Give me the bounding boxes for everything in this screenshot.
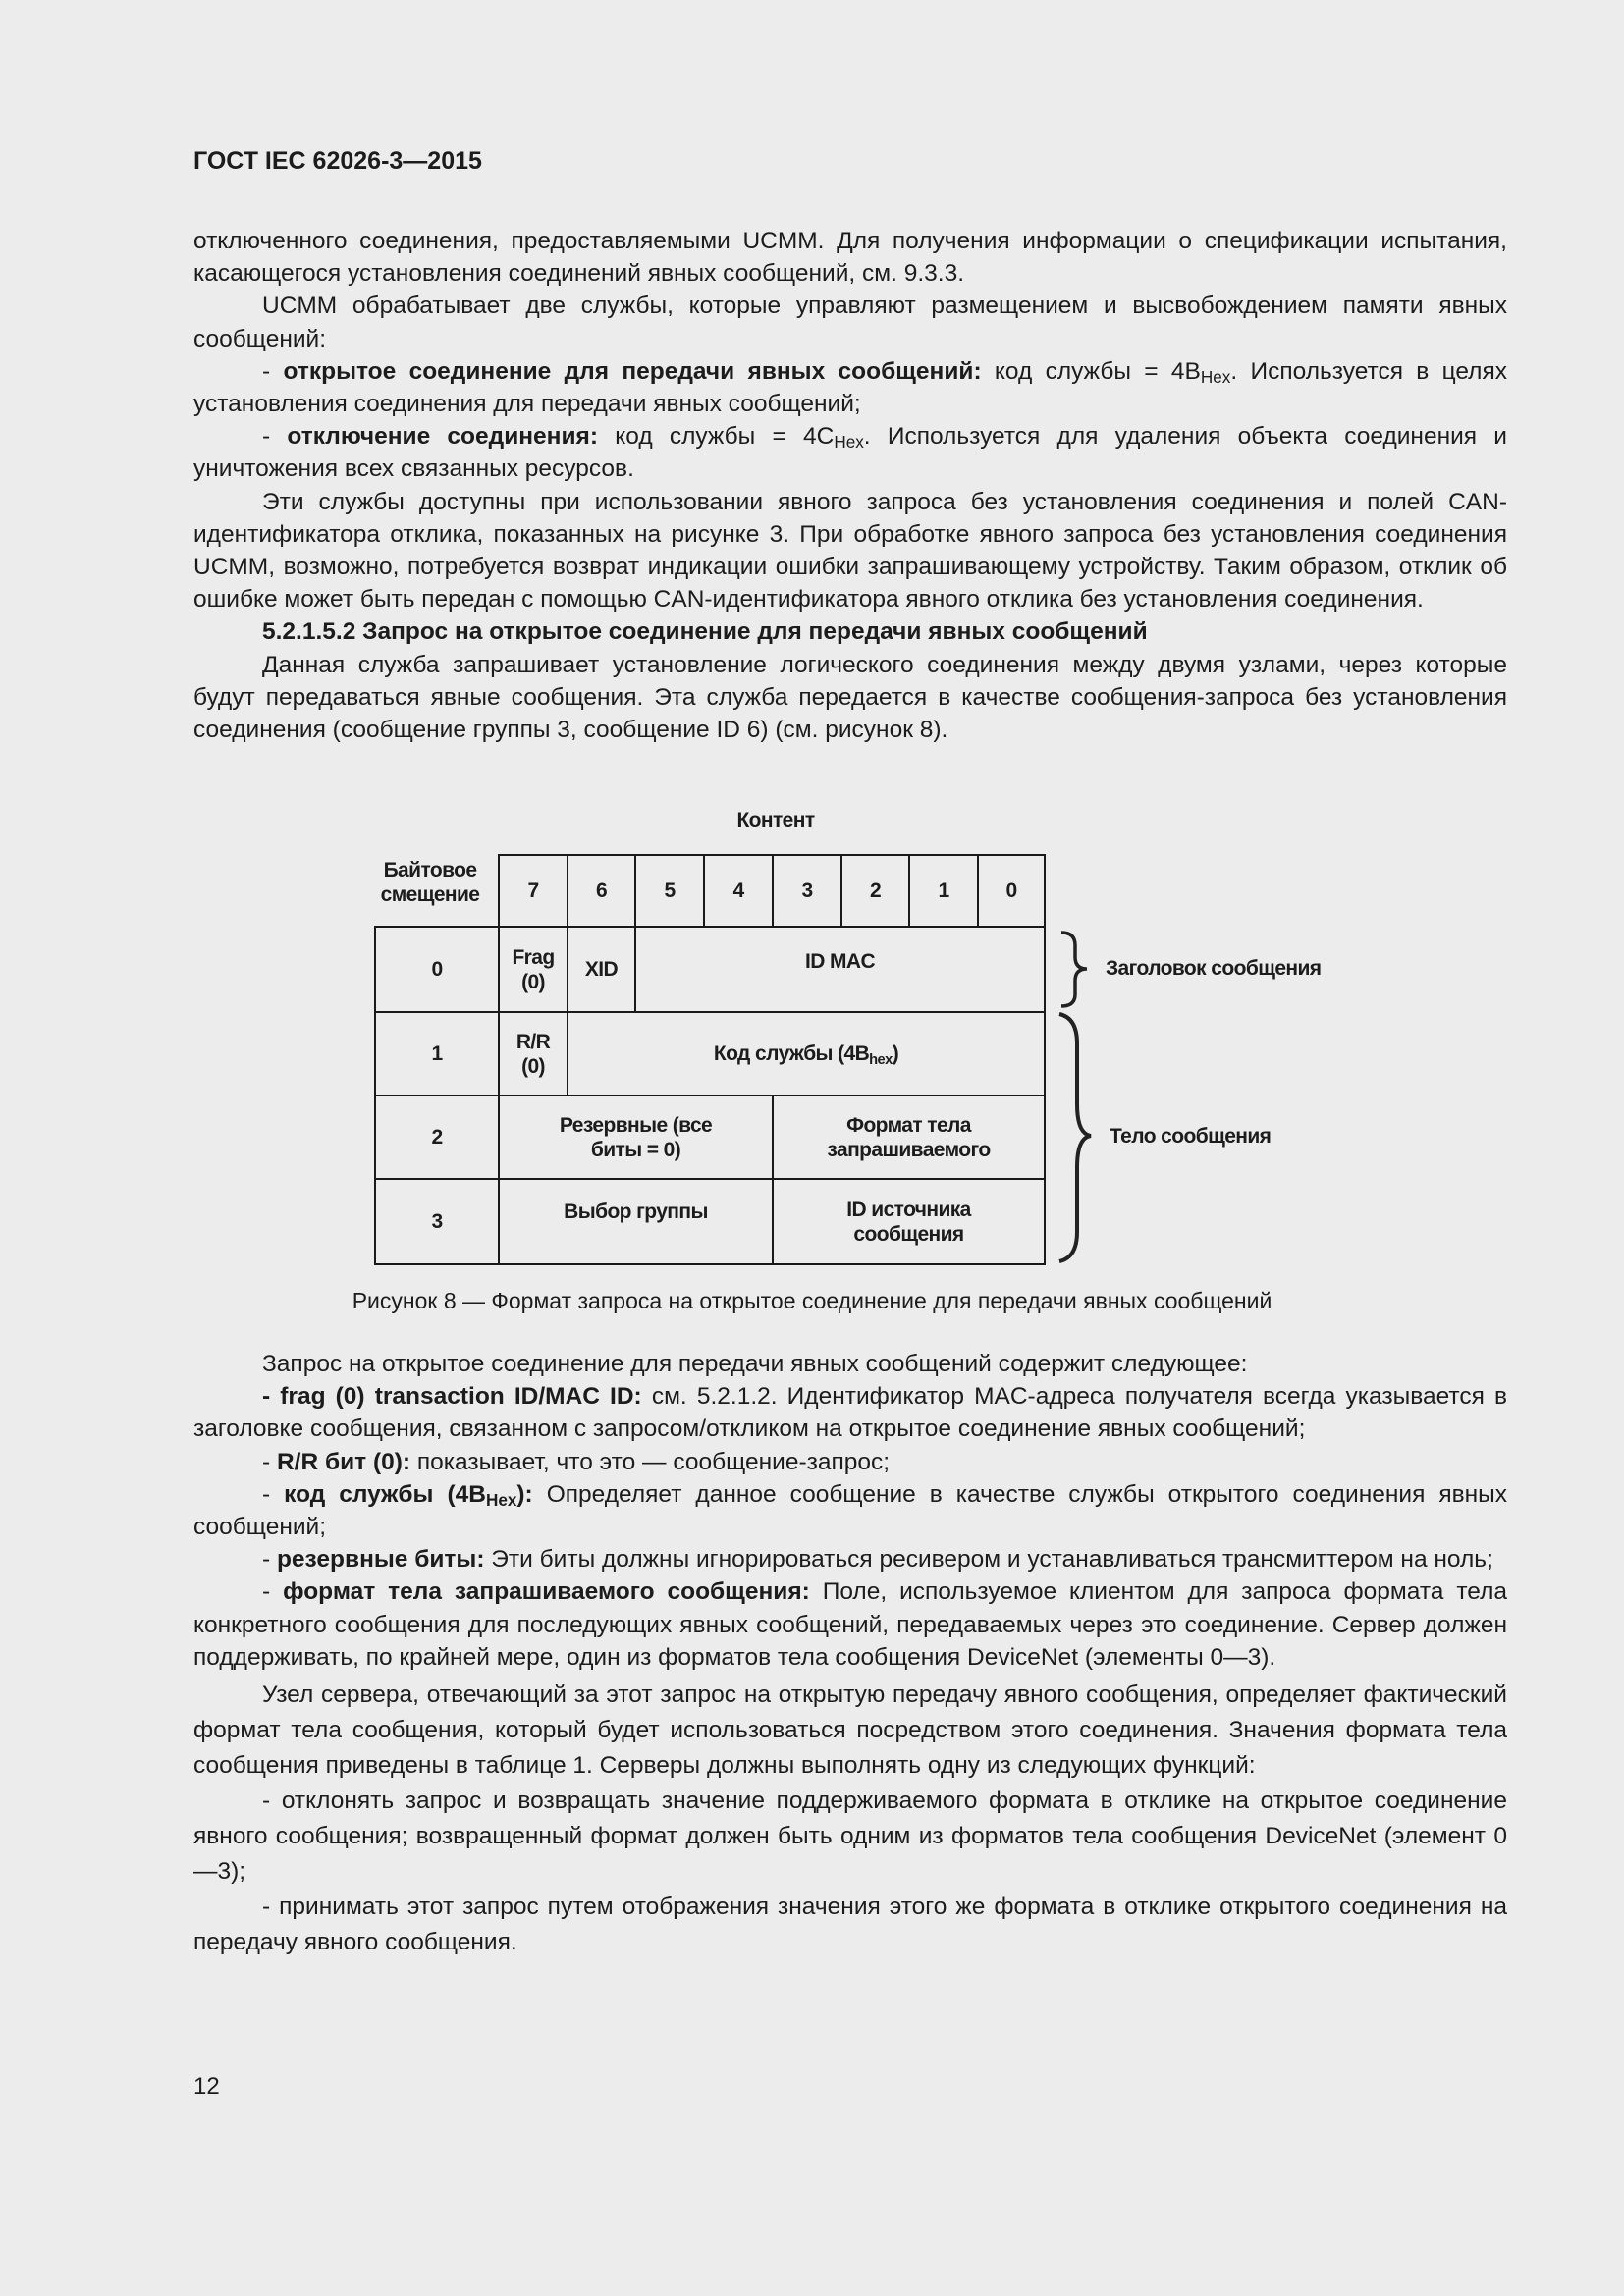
paragraph: отключенного соединения, предоставляемыми UCMM. Для получения информации о спецификации испытания, касающегося установления соединений явных сообщений, см. 9.3.3. — [193, 228, 1507, 288]
document-header: ГОСТ IEC 62026-3—2015 — [193, 147, 482, 175]
bit-header: 7 — [498, 854, 568, 928]
bullet-item: - принимать этот запрос путем отображения значения этого же формата в отклике открытого соединения на передачу явного сообщения. — [193, 1894, 1507, 1956]
bullet-dash: - — [262, 1578, 284, 1606]
subscript: Hex — [1200, 366, 1231, 387]
bullet-term: отключение соединения: — [287, 423, 598, 451]
frag-cell — [498, 926, 568, 1013]
rr-text: R/R (0) — [515, 1030, 551, 1078]
bullet-dash: - — [262, 357, 284, 385]
bullet-term: открытое соединение для передачи явных сообщений: — [283, 357, 982, 385]
bullet-text: код службы = 4B — [981, 357, 1201, 385]
subscript — [486, 1490, 516, 1510]
byte-offset-cell: 3 — [374, 1178, 500, 1265]
bullet-dash: - — [262, 423, 288, 451]
group-select-cell: Выбор группы — [498, 1178, 774, 1265]
bit-header: 3 — [772, 854, 842, 928]
bit-header: 0 — [977, 854, 1046, 928]
bullet-item — [193, 1380, 1507, 1445]
bit-header: 5 — [634, 854, 705, 928]
bullet-term: - frag (0) transaction ID/MAC ID: — [262, 1383, 642, 1411]
bullet-text: Определяет данное сообщение в качестве службы открытого соединения явных сообщений; — [193, 1480, 1507, 1541]
header-brace — [1061, 933, 1087, 1006]
bullet-dash: - — [262, 1480, 285, 1508]
byte-offset-cell: 2 — [374, 1095, 500, 1180]
bullet-item: - отклонять запрос и возвращать значение поддерживаемого формата в отклике на открытое соединение явного сообщения; возвращенный формат должен быть одним из форматов тела сообщения DeviceNet (элемент 0—3); — [193, 1788, 1507, 1886]
xid-cell: XID — [567, 926, 636, 1013]
paragraph: Запрос на открытое соединение для передачи явных сообщений содержит следующее: — [262, 1351, 1248, 1377]
bullet-item — [193, 1446, 1507, 1478]
bullet-text: Поле, используемое клиентом для запроса формата тела конкретного сообщения для последующих явных сообщений, передаваемых через это соединение. Сервер должен поддерживать, по крайней мере, один из форматов тела сообщения DeviceNet (элементы 0—3). — [193, 1578, 1507, 1671]
section-heading — [193, 615, 1507, 648]
frag-text: Frag (0) — [512, 945, 555, 993]
rr-cell — [498, 1011, 568, 1096]
source-id-text: ID источника сообщения — [846, 1199, 971, 1246]
content-label: Контент — [736, 809, 815, 831]
bullet-term: резервные биты: — [276, 1546, 485, 1574]
paragraph: UCMM обрабатывает две службы, которые управляют размещением и высвобождением памяти явных сообщений: — [193, 293, 1507, 352]
source-id-cell — [772, 1178, 1046, 1265]
byte-offset-cell: 0 — [374, 926, 500, 1013]
service-code-text — [714, 1041, 898, 1066]
section-heading-text: 5.2.1.5.2 Запрос на открытое соединение для передачи явных сообщений — [262, 618, 1148, 646]
bullet-term: формат тела запрашиваемого сообщения: — [283, 1578, 810, 1606]
body-brace — [1059, 1014, 1091, 1261]
brace-graphics — [1056, 928, 1105, 1266]
bullet-item — [193, 1478, 1507, 1543]
subscript: Hex — [834, 432, 864, 453]
bullet-item — [193, 420, 1507, 485]
bullet-item — [193, 1543, 1507, 1575]
bullet-dash: - — [262, 1448, 277, 1475]
bullet-item — [193, 1575, 1507, 1674]
body-format-text: Формат тела запрашиваемого — [827, 1113, 991, 1161]
bullet-dash: - — [262, 1546, 277, 1574]
bit-header: 2 — [840, 854, 910, 928]
service-code-end: ) — [892, 1042, 899, 1065]
paragraph: Узел сервера, отвечающий за этот запрос на открытую передачу явного сообщения, определяет фактический формат тела сообщения, который будет использоваться посредством этого соединения. Значения формата тела сообщения приведены в таблице 1. Серверы должны выполнять одну из следующих функций: — [193, 1682, 1507, 1780]
bullet-item — [193, 355, 1507, 420]
service-code-sub: hex — [869, 1052, 893, 1068]
service-code-main: Код службы (4B — [713, 1042, 870, 1065]
bit-header: 1 — [908, 854, 979, 928]
subscript-text: Hex — [485, 1489, 517, 1510]
paragraph: Эти службы доступны при использовании явного запроса без установления соединения и полей CAN-идентификатора отклика, показанных на рисунке 3. При обработке явного запроса без установления соединения UCMM, возможно, потребуется возврат индикации ошибки запрашивающему устройству. Таким образом, отклик об ошибке может быть передан с помощью CAN-идентификатора явного отклика без установления соединения. — [193, 488, 1507, 614]
bullet-term: R/R бит (0): — [276, 1448, 411, 1475]
reserved-text: Резервные (все биты = 0) — [559, 1113, 713, 1161]
body-brace-label: Тело сообщения — [1110, 1125, 1272, 1148]
bullet-term-end: ): — [516, 1480, 533, 1508]
bullet-text: . Используется для удаления объекта соединения и уничтожения всех связанных ресурсов. — [193, 423, 1507, 483]
bullet-text: код службы = 4C — [598, 423, 835, 451]
byte-offset-label: Байтовое смещение — [380, 859, 480, 906]
body-format-cell — [772, 1095, 1046, 1180]
bullet-text: показывает, что это — сообщение-запрос; — [410, 1448, 891, 1475]
bullet-text: . Используется в целях установления соединения для передачи явных сообщений; — [193, 357, 1507, 418]
text-block-bottom — [193, 1348, 1507, 1960]
paragraph: Данная служба запрашивает установление логического соединения между двумя узлами, через которые будут передаваться явные сообщения. Эта служба передается в качестве сообщения-запроса без установления соединения (сообщение группы 3, сообщение ID 6) (см. рисунок 8). — [193, 651, 1507, 744]
page-number: 12 — [193, 2073, 220, 2100]
mac-id-cell: ID MAC — [634, 926, 1046, 1013]
bit-header: 6 — [567, 854, 636, 928]
text-block-top — [193, 225, 1507, 746]
service-code-cell — [567, 1011, 1046, 1096]
bullet-term: код службы (4B — [284, 1480, 486, 1508]
byte-offset-cell: 1 — [374, 1011, 500, 1096]
reserved-cell — [498, 1095, 774, 1180]
figure-caption: Рисунок 8 — Формат запроса на открытое соединение для передачи явных сообщений — [352, 1288, 1272, 1313]
bit-header: 4 — [703, 854, 774, 928]
header-brace-label: Заголовок сообщения — [1106, 957, 1322, 980]
bullet-text: см. 5.2.1.2. Идентификатор MAC-адреса получателя всегда указывается в заголовке сообщения, связанном с запросом/откликом на открытое соединение явных сообщений; — [193, 1383, 1507, 1443]
bullet-text: Эти биты должны игнорироваться ресивером и устанавливаться трансмиттером на ноль; — [484, 1546, 1493, 1574]
